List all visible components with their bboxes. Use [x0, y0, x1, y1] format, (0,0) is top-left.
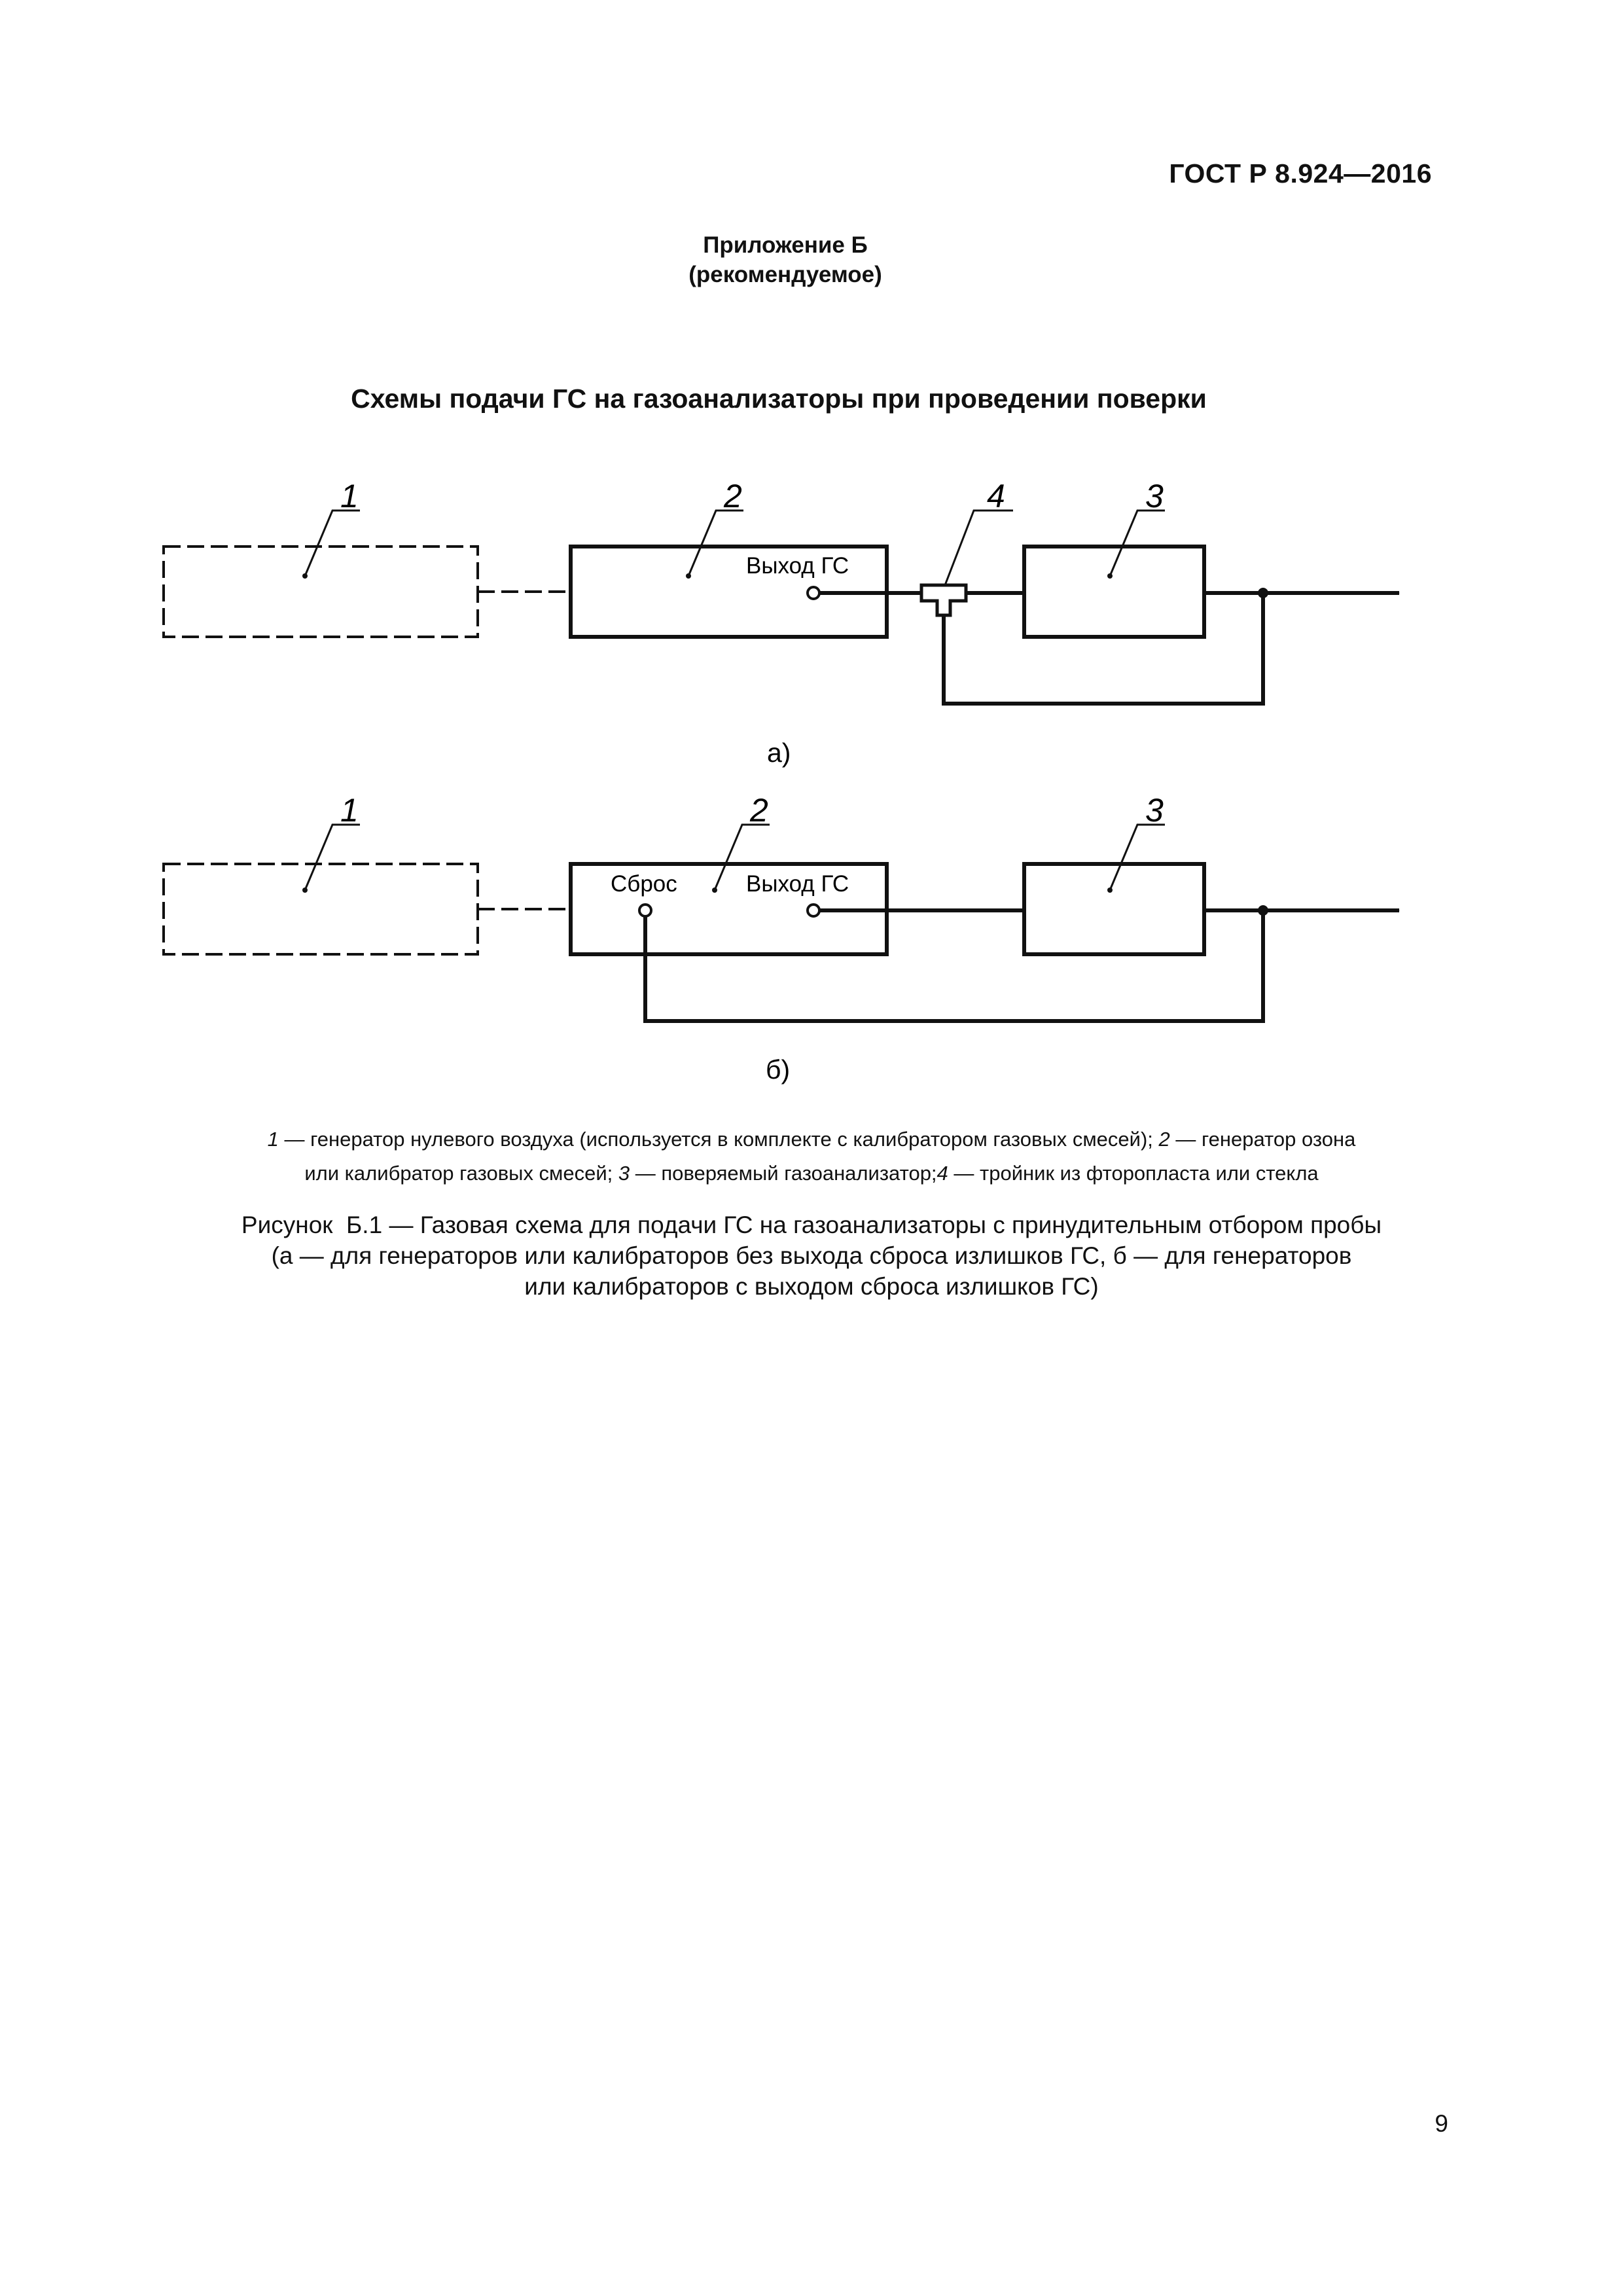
legend-number-3: 3 — [618, 1162, 630, 1185]
legend-text-3: — поверяемый газоанализатор; — [630, 1162, 937, 1185]
annex-title: Приложение Б — [703, 232, 868, 258]
output-port-a — [808, 587, 819, 599]
tee-fitting-a — [921, 585, 966, 615]
diagram-b — [164, 792, 1399, 1085]
port-label-output-b: Выход ГС — [746, 871, 849, 897]
port-label-output-a: Выход ГС — [746, 553, 849, 579]
gas-flow-diagrams — [0, 0, 1623, 1113]
junction-dot-a — [1258, 588, 1268, 598]
diagram-a-caption: а) — [767, 738, 791, 768]
page-number: 9 — [1435, 2110, 1448, 2137]
figure-legend — [131, 1122, 1492, 1191]
legend-line-2 — [131, 1157, 1492, 1191]
legend-text-1: — генератор нулевого воздуха (используется в комплекте с калибратором газовых смесей); — [278, 1128, 1159, 1151]
reset-port-b — [639, 905, 651, 916]
legend-text-2: — генератор озона — [1169, 1128, 1356, 1151]
analyzer-block-a — [1024, 547, 1204, 637]
section-heading: Схемы подачи ГС на газоанализаторы при проведении поверки — [351, 384, 1207, 414]
figure-caption-line-2: (а — для генераторов или калибраторов без выхода сброса излишков ГС, б — для генераторов — [271, 1242, 1352, 1269]
legend-number-4: 4 — [936, 1162, 948, 1185]
leader-line-1-b — [305, 825, 360, 890]
figure-caption — [131, 1210, 1492, 1302]
label-3-a: 3 — [1145, 478, 1164, 514]
diagram-b-caption: б) — [766, 1054, 791, 1085]
legend-text-4: — тройник из фторопласта или стекла — [948, 1162, 1319, 1185]
reset-return-line-b — [645, 910, 1263, 1021]
annex-status: (рекомендуемое) — [688, 262, 882, 287]
leader-line-2-a — [688, 511, 743, 576]
legend-text-2b: или калибратор газовых смесей; — [304, 1162, 618, 1185]
label-4-a: 4 — [987, 478, 1005, 514]
leader-line-4-a — [945, 511, 1013, 585]
leader-line-3-a — [1110, 511, 1165, 576]
junction-dot-b — [1258, 905, 1268, 916]
label-1-a: 1 — [340, 478, 359, 514]
label-1-b: 1 — [340, 792, 359, 829]
zero-air-generator-block-b — [164, 864, 478, 954]
leader-line-1-a — [305, 511, 360, 576]
legend-number-2: 2 — [1158, 1128, 1170, 1151]
label-3-b: 3 — [1145, 792, 1164, 829]
figure-caption-line-3: или калибраторов с выходом сброса излишков ГС) — [524, 1273, 1099, 1300]
leader-line-3-b — [1110, 825, 1165, 890]
label-2-a: 2 — [724, 478, 742, 514]
port-label-reset-b: Сброс — [611, 871, 677, 897]
diagram-a — [164, 478, 1399, 768]
document-code: ГОСТ Р 8.924—2016 — [1169, 158, 1432, 188]
figure-caption-line-1: Рисунок Б.1 — Газовая схема для подачи ГС на газоанализаторы с принудительным отбором пробы — [241, 1211, 1382, 1238]
label-2-b: 2 — [750, 792, 768, 829]
output-port-b — [808, 905, 819, 916]
legend-number-1: 1 — [267, 1128, 279, 1151]
bypass-loop-a — [944, 593, 1263, 704]
legend-line-1 — [131, 1122, 1492, 1157]
zero-air-generator-block-a — [164, 547, 478, 637]
